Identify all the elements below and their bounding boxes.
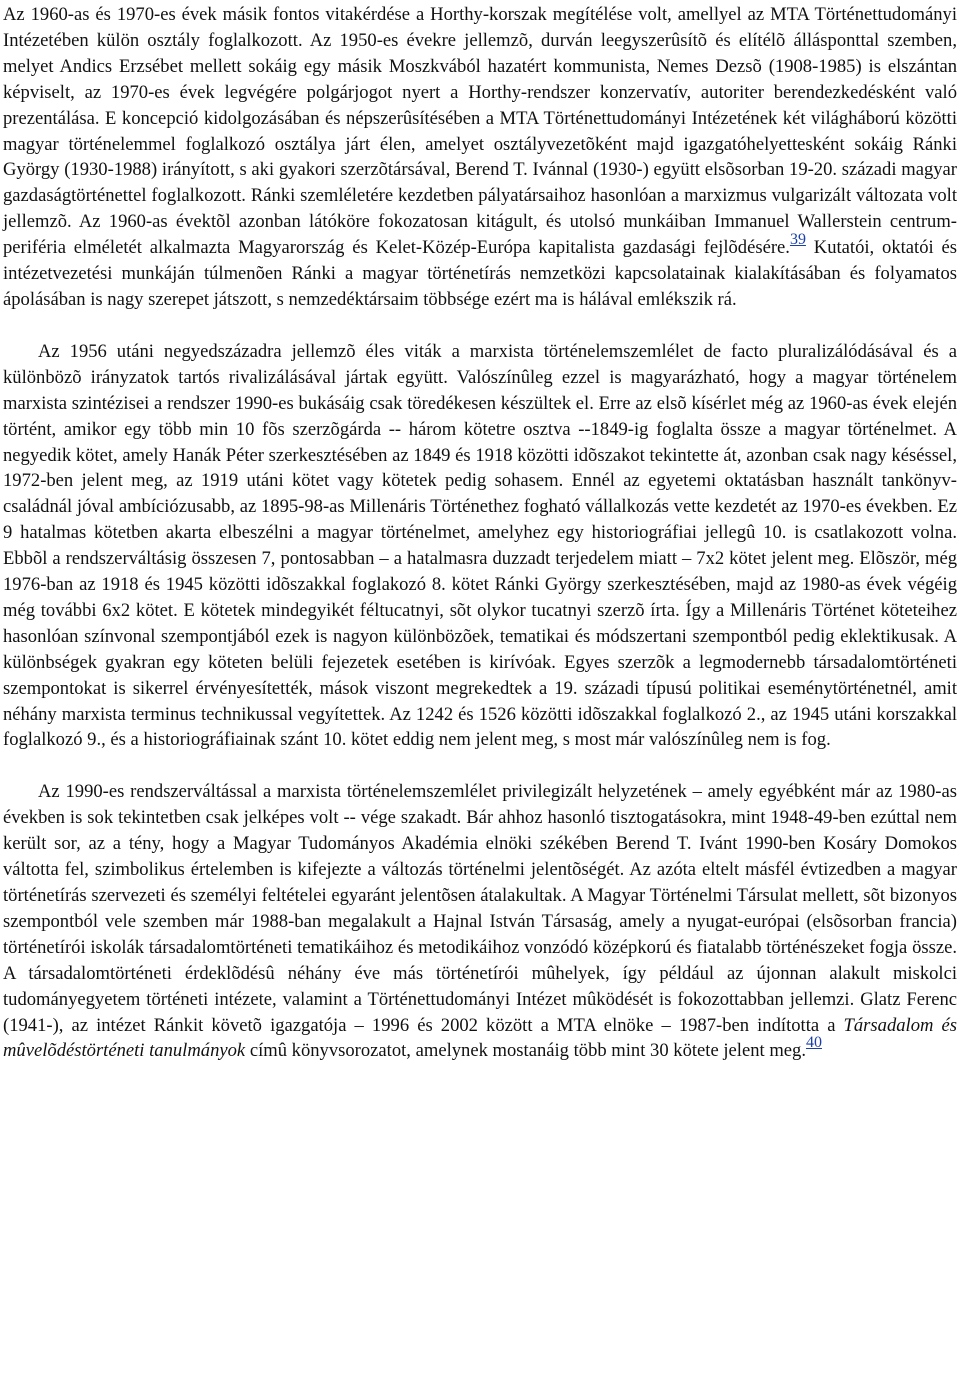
paragraph-horthy-era-debate (3, 2, 957, 313)
paragraph-text-run: Kutatói, oktatói és intézetvezetési munkáján túlmenõen Ránki a magyar történetírás nemzetközi kapcsolatainak kialakításában és folyamatos ápolásában is nagy szerepet játszott, s nemzedéktársaim többsége ezért ma is hálával emlékszik rá. (3, 237, 957, 310)
footnote-ref-39[interactable]: 39 (789, 231, 806, 249)
footnote-ref-40[interactable]: 40 (805, 1034, 822, 1052)
paragraph-text-run: Az 1956 utáni negyedszázadra jellemzõ éles viták a marxista történelemszemlélet de facto pluralizálódásával és a különbözõ irányzatok tartós rivalizálásával jártak együtt. Valószínûleg ezzel is magyarázható, hogy a magyar történelem marxista szintézisei a rendszer 1990-es bukásáig csak töredékesen készültek el. Erre az elsõ kísérlet még az 1960-as évek elején történt, amikor egy több min 10 fõs szerzõgárda -- három kötetre osztva --1849-ig foglalta össze a magyar történelmet. A negyedik kötet, amely Hanák Péter szerkesztésében az 1849 és 1918 közötti idõszakot tekintette át, azonban csak nagy késéssel, 1972-ben jelent meg, az 1919 utáni kötet vagy kötetek pedig sohasem. Ennél az egyetemi oktatásban használt tankönyv-családnál jóval ambíciózusabb, az 1895-98-as Millenáris Történethez fogható vállalkozás vette kezdetét az 1970-es években. Ez 9 hatalmas kötetben akarta elbeszélni a magyar történelmet, amelyhez egy historiográfiai jellegû 10. is csatlakozott volna. Ebbõl a rendszerváltásig összesen 7, pontosabban – a hatalmasra duzzadt terjedelem miatt – 7x2 kötet jelent meg. Elõször, még 1976-ban az 1918 és 1945 közötti idõszakkal foglakozó 8. kötet Ránki György szerkesztésében, majd az 1980-as évek végéig még további 6x2 kötet. E kötetek mindegyikét féltucatnyi, sõt olykor tucatnyi szerzõ írta. Így a Millenáris Történet köteteihez hasonlóan színvonal szempontjából ezek is nagyon különbözõek, tematikai és módszertani szempontból pedig eklektikusak. A különbségek gyakran egy köteten belüli fejezetek esetében is kirívóak. Egyes szerzõk a legmodernebb társadalomtörténeti szempontokat is sikerrel érvényesítették, mások viszont megrekedtek a 19. századi típusú politikai eseménytörténetnél, amit néhány marxista terminus technikussal vegyítettek. Az 1242 és 1526 közötti idõszakkal foglalkozó 2., az 1945 utáni korszakkal foglalkozó 9., és a historiográfiainak szánt 10. kötet eddig nem jelent meg, s most már valószínûleg nem is fog. (3, 340, 957, 751)
paragraph-marxist-syntheses (3, 339, 957, 754)
paragraph-text-run: Az 1960-as és 1970-es évek másik fontos vitakérdése a Horthy-korszak megítélése volt, amellyel az MTA Történettudományi Intézetében külön osztály foglalkozott. Az 1950-es évekre jellemzõ, durván leegyszerûsítõ és elítélõ állásponttal szemben, melyet Andics Erzsébet mellett sokáig egy másik Moszkvából hazatért kommunista, Nemes Dezsõ (1908-1985) is elszántan képviselt, az 1970-es évek legvégére polgárjogot nyert a Horthy-rendszer konzervatív, autoriter berendezkedésként való prezentálása. E koncepció kidolgozásában és népszerûsítésében a MTA Történettudományi Intézetének két világháború közötti magyar történelemmel foglalkozó osztálya járt élen, amelyet osztályvezetõként majd igazgatóhelyettesként sokáig Ránki György (1930-1988) irányított, s aki gyakori szerzõtársával, Berend T. Ivánnal (1930-) együtt elsõsorban 19-20. századi magyar gazdaságtörténettel foglalkozott. Ránki szemléletére kezdetben pályatársaihoz hasonlóan a marxizmus vulgarizált változata volt jellemzõ. Az 1960-as évektõl azonban látóköre fokozatosan kitágult, és utolsó munkáiban Immanuel Wallerstein centrum-periféria elméletét alkalmazta Magyarország és Kelet-Közép-Európa kapitalista gazdasági fejlõdésére. (3, 4, 957, 259)
italic-book-series-title: Társadalom és mûvelõdéstörténeti tanulmányok (3, 1014, 958, 1062)
paragraph-regime-change-1990 (3, 779, 957, 1064)
paragraph-text-run: Az 1990-es rendszerváltással a marxista történelemszemlélet privilegizált helyzetének – amely egyébként már az 1980-as években is sok tekintetben csak jelképes volt -- vége szakadt. Bár ahhoz hasonló tisztogatásokra, mint 1948-49-ben ezúttal nem került sor, az a tény, hogy a Magyar Tudományos Akadémia elnöki székében Berend T. Ivánt 1990-ben Kosáry Domokos váltotta fel, szimbolikus értelemben is kifejezte a változás történelmi jelentõségét. Az azóta eltelt másfél évtizedben a magyar történetírás szervezeti és személyi feltételei egyaránt jelentõsen átalakultak. A Magyar Történelmi Társulat mellett, sõt bizonyos szempontból vele szemben már 1988-ban megalakult a Hajnal István Társaság, amely a nyugat-európai (elsõsorban francia) történetírói iskolák társadalomtörténeti tematikáihoz és metodikáihoz vonzódó középkorú és fiatalabb történészeket fogja össze. A társadalomtörténeti érdeklõdésû néhány éve más történetírói mûhelyek, így például az újonnan alakult miskolci tudományegyetem történeti intézete, valamint a Történettudományi Intézet mûködését is fokozottabban jellemzi. Glatz Ferenc (1941-), az intézet Ránkit követõ igazgatója – 1996 és 2002 között a MTA elnöke – 1987-ben indította a (3, 781, 957, 1036)
paragraph-text-run: címû könyvsorozatot, amelynek mostanáig több mint 30 kötete jelent meg. (245, 1040, 806, 1062)
